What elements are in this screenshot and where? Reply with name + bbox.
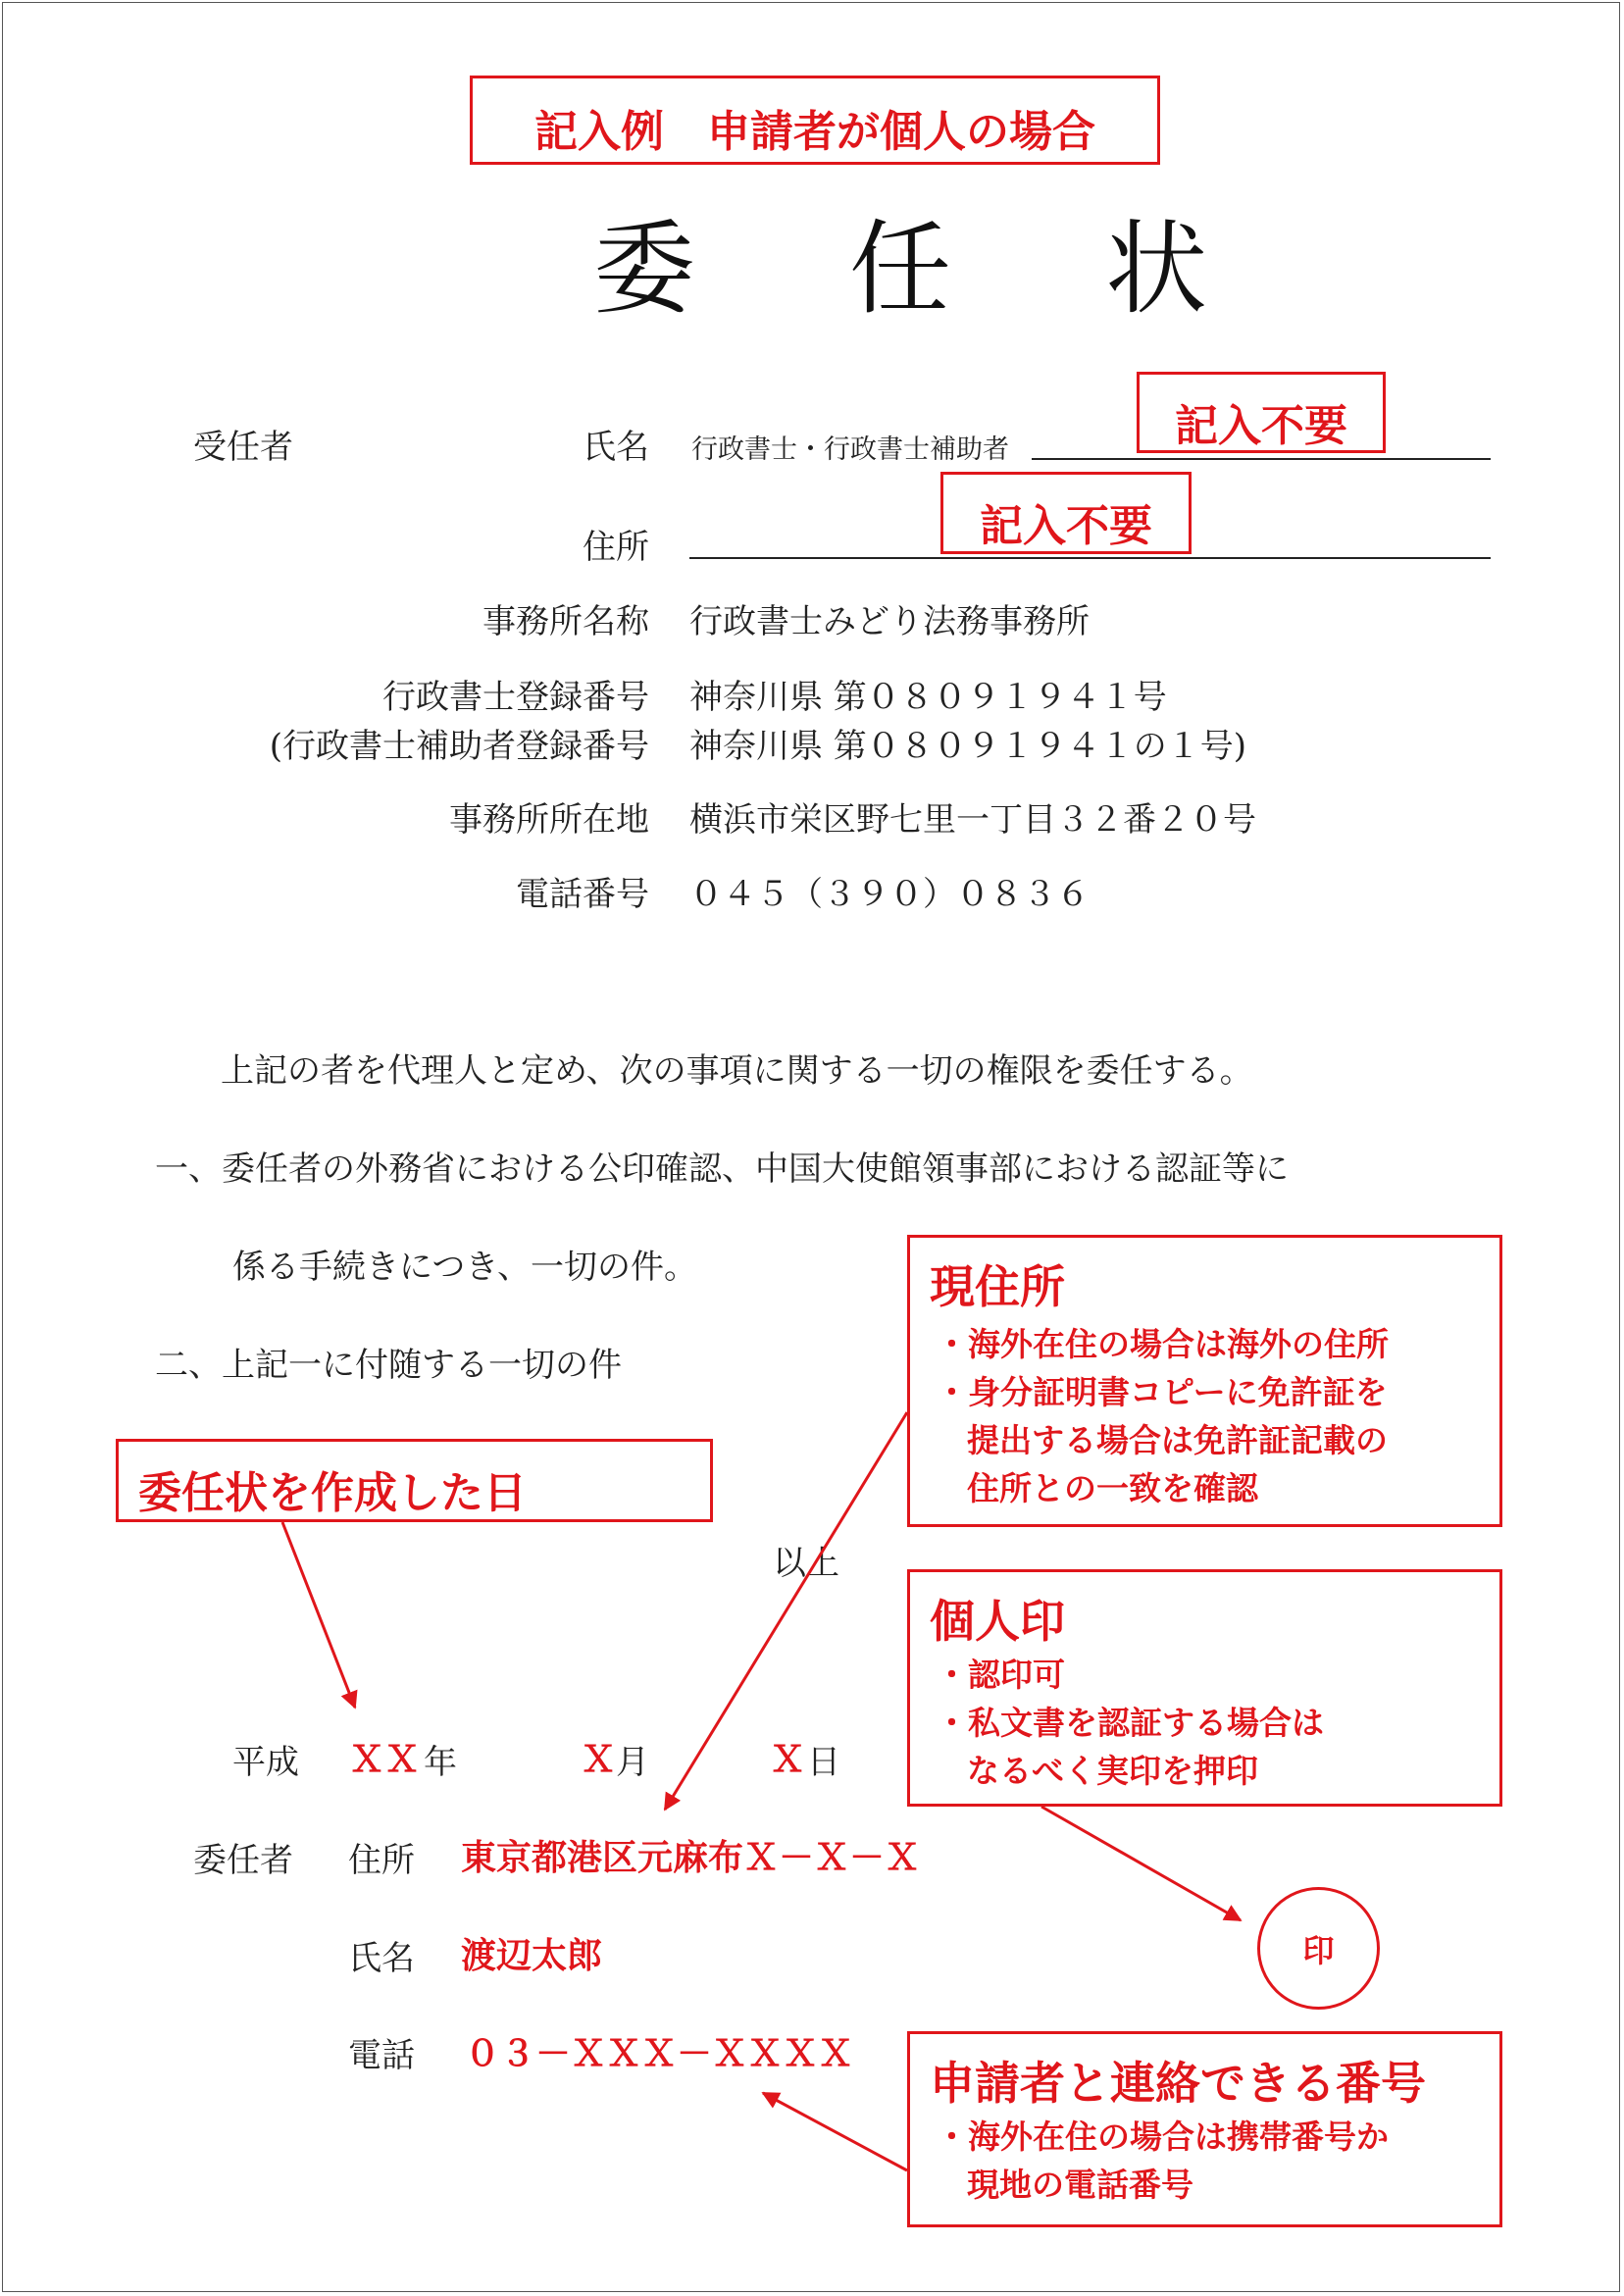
agent-name-label: 氏名 <box>583 428 649 467</box>
principal-phone-value: ０３－ＸＸＸ－ＸＸＸＸ <box>465 2034 854 2074</box>
assist-reg-value: 神奈川県 第０８０９１９４１の１号) <box>689 727 1247 766</box>
assist-reg-label: (行政書士補助者登録番号 <box>269 727 649 766</box>
arrow-date-note <box>282 1522 355 1708</box>
callout-date-note-text: 委任状を作成した日 <box>138 1468 527 1518</box>
callout-current-address-bullet2-cont: 提出する場合は免許証記載の <box>967 1421 1388 1459</box>
callout-personal-seal-bullet1: ・認印可 <box>936 1656 1065 1694</box>
reg-no-value: 神奈川県 第０８０９１９４１号 <box>689 678 1167 717</box>
date-day-value: Ｘ <box>770 1740 806 1780</box>
principal-name-value: 渡辺太郎 <box>461 1936 603 1976</box>
item1-line1: 一、委任者の外務省における公印確認、中国大使館領事部における認証等に <box>155 1149 1289 1189</box>
seal-text: 印 <box>1302 1931 1335 1969</box>
principal-address-value: 東京都港区元麻布Ｘ－Ｘ－Ｘ <box>461 1838 921 1878</box>
date-year-value: ＸＸ <box>349 1740 421 1780</box>
example-banner-text: 記入例 申請者が個人の場合 <box>534 107 1095 157</box>
office-address-label: 事務所所在地 <box>449 800 649 840</box>
item1-line2: 係る手続きにつき、一切の件。 <box>232 1248 697 1287</box>
office-address-value: 横浜市栄区野七里一丁目３２番２０号 <box>689 800 1256 840</box>
not-required-text-2: 記入不要 <box>980 501 1152 551</box>
agent-role-label: 受任者 <box>193 428 293 467</box>
arrow-current-address <box>665 1412 907 1810</box>
callout-personal-seal-bullet2-cont: なるべく実印を押印 <box>967 1752 1258 1790</box>
not-required-text-1: 記入不要 <box>1175 401 1347 451</box>
principal-role-label: 委任者 <box>193 1841 293 1880</box>
callout-current-address-bullet2-cont2: 住所との一致を確認 <box>967 1469 1258 1507</box>
principal-name-label: 氏名 <box>348 1939 415 1978</box>
principal-phone-label: 電話 <box>348 2036 415 2075</box>
date-month-value: Ｘ <box>581 1740 617 1780</box>
page-title: 委 任 状 <box>593 209 1269 329</box>
closing-text: 以上 <box>773 1544 839 1583</box>
agent-address-label: 住所 <box>583 528 649 567</box>
date-month-unit: 月 <box>616 1743 649 1782</box>
date-year-unit: 年 <box>424 1743 457 1782</box>
callout-contact-number-title: 申請者と連絡できる番号 <box>930 2057 1426 2110</box>
date-era: 平成 <box>232 1743 299 1782</box>
phone-value: ０４５（３９０）０８３６ <box>689 875 1090 914</box>
reg-no-label: 行政書士登録番号 <box>382 678 649 717</box>
agent-name-value: 行政書士・行政書士補助者 <box>691 434 1009 465</box>
callout-contact-number-bullet1: ・海外在住の場合は携帯番号か <box>936 2117 1389 2156</box>
arrow-contact-number <box>763 2093 907 2170</box>
callout-contact-number-bullet1-cont: 現地の電話番号 <box>967 2166 1193 2204</box>
callout-current-address-bullet2: ・身分証明書コピーに免許証を <box>936 1373 1388 1411</box>
principal-address-label: 住所 <box>348 1841 415 1880</box>
callout-current-address-title: 現住所 <box>930 1260 1065 1313</box>
phone-label: 電話番号 <box>516 875 649 914</box>
callout-personal-seal-title: 個人印 <box>930 1595 1065 1648</box>
date-day-unit: 日 <box>807 1743 840 1782</box>
callout-personal-seal-bullet2: ・私文書を認証する場合は <box>936 1704 1324 1742</box>
office-name-label: 事務所名称 <box>482 602 649 641</box>
intro-text: 上記の者を代理人と定め、次の事項に関する一切の権限を委任する。 <box>221 1051 1253 1091</box>
item2-text: 二、上記一に付随する一切の件 <box>155 1346 622 1385</box>
office-name-value: 行政書士みどり法務事務所 <box>689 602 1090 641</box>
arrow-personal-seal <box>1041 1807 1241 1920</box>
callout-current-address-bullet1: ・海外在住の場合は海外の住所 <box>936 1325 1389 1363</box>
